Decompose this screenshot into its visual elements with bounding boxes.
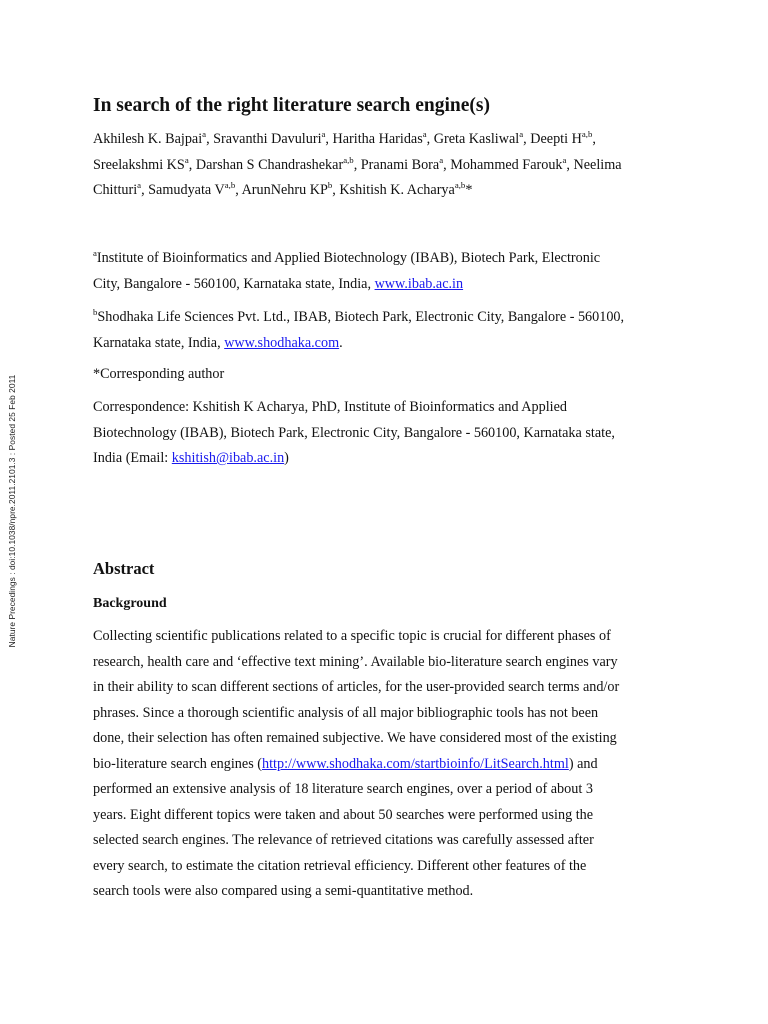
author-separator: , <box>206 131 214 147</box>
affiliation-text: Shodhaka Life Sciences Pvt. Ltd., IBAB, Biotech Park, Electronic City, Bangalore - 560100, <box>97 309 625 325</box>
author-line <box>93 178 693 204</box>
abstract-background-paragraph <box>93 624 693 905</box>
author-affiliation-mark: a <box>439 154 444 165</box>
author-name: Sreelakshmi KS <box>93 156 185 173</box>
side-stamp-text: Nature Precedings : doi:10.1038/npre.2011.2101.3 : Posted 25 Feb 2011 <box>7 374 17 648</box>
abstract-line: in their ability to scan different sections of articles, for the user-provided search terms and/or <box>93 679 620 695</box>
abstract-line <box>93 752 693 778</box>
author-separator: , <box>592 131 596 147</box>
affiliation-text: . <box>339 334 343 351</box>
correspondence-block <box>93 395 693 472</box>
author-line <box>93 127 693 153</box>
author-affiliation-mark: a <box>184 154 189 165</box>
author-separator: , <box>332 182 340 198</box>
author-separator: , <box>235 182 242 198</box>
affiliation-text: Institute of Bioinformatics and Applied Biotechnology (IBAB), Biotech Park, Electronic <box>96 250 601 266</box>
author-name: Akhilesh K. Bajpai <box>93 131 203 147</box>
abstract-line: research, health care and ‘effective text mining’. Available bio-literature search engines vary <box>93 653 618 670</box>
side-stamp <box>6 373 18 649</box>
abstract-text: bio-literature search engines ( <box>93 755 262 772</box>
background-heading: Background <box>93 596 167 611</box>
author-name: Deepti H <box>530 131 582 147</box>
corresponding-author-note <box>93 362 693 388</box>
correspondence-text: ) <box>284 450 289 466</box>
correspondence-line: Correspondence: Kshitish K Acharya, PhD, Institute of Bioinformatics and Applied <box>93 399 568 415</box>
author-separator: , <box>325 131 333 147</box>
author-affiliation-mark: a <box>137 180 142 190</box>
correspondence-line <box>93 446 693 472</box>
affiliation-mark: b <box>93 307 98 317</box>
author-name: Haritha Haridas <box>332 131 423 147</box>
abstract-text: ) and <box>568 755 598 772</box>
author-separator: , <box>523 131 531 147</box>
abstract-line: phrases. Since a thorough scientific analysis of all major bibliographic tools has not been <box>93 704 599 721</box>
correspondence-line: Biotechnology (IBAB), Biotech Park, Electronic City, Bangalore - 560100, Karnataka state, <box>93 424 615 441</box>
author-affiliation-mark: a <box>321 129 326 139</box>
affiliation-line <box>93 246 693 272</box>
affiliation-b <box>93 305 693 356</box>
author-name: Sravanthi Davuluri <box>213 131 322 147</box>
abstract-line: performed an extensive analysis of 18 literature search engines, over a period of about 3 <box>93 781 593 797</box>
author-separator: , <box>141 182 149 198</box>
author-separator: , <box>426 131 434 147</box>
email-link[interactable]: kshitish@ibab.ac.in <box>171 450 285 466</box>
affiliation-line <box>93 272 693 298</box>
affiliation-line <box>93 305 693 331</box>
author-separator: , <box>566 156 574 173</box>
author-name: Chitturi <box>93 182 138 198</box>
author-affiliation-mark: a <box>422 129 427 139</box>
author-name: Kshitish K. Acharya <box>339 182 455 198</box>
abstract-line: selected search engines. The relevance of retrieved citations was carefully assessed after <box>93 832 594 848</box>
author-line <box>93 153 693 179</box>
author-name: Greta Kasliwal <box>433 131 520 147</box>
author-name: Neelima <box>573 156 622 173</box>
corresponding-author-text: *Corresponding author <box>93 366 225 382</box>
author-name: Darshan S Chandrashekar <box>195 156 344 173</box>
author-separator: , <box>188 156 196 173</box>
author-affiliation-mark: a,b <box>343 154 354 165</box>
author-separator: , <box>353 156 361 173</box>
correspondence-text: India (Email: <box>93 450 172 466</box>
author-name: Pranami Bora <box>360 156 440 173</box>
affiliation-a <box>93 246 693 297</box>
litsearch-link[interactable]: http://www.shodhaka.com/startbioinfo/LitSearch.html <box>262 755 569 772</box>
author-affiliation-mark: a,b <box>581 129 593 139</box>
author-affiliation-mark: b <box>327 180 333 190</box>
author-separator: , <box>443 156 451 173</box>
shodhaka-website-link[interactable]: www.shodhaka.com <box>224 334 340 351</box>
author-separator: * <box>465 182 473 198</box>
abstract-heading: Abstract <box>93 559 155 578</box>
abstract-line: Collecting scientific publications related to a specific topic is crucial for different phases of <box>93 628 611 644</box>
affiliation-line <box>93 331 693 357</box>
author-name: ArunNehru KP <box>241 182 328 198</box>
author-affiliation-mark: a,b <box>224 180 236 190</box>
author-name: Mohammed Farouk <box>450 156 563 173</box>
author-list <box>93 127 693 204</box>
ibab-website-link[interactable]: www.ibab.ac.in <box>374 275 464 292</box>
abstract-line: search tools were also compared using a semi-quantitative method. <box>93 883 474 899</box>
author-affiliation-mark: a <box>519 129 524 139</box>
author-affiliation-mark: a <box>202 129 207 139</box>
author-name: Samudyata V <box>148 182 225 198</box>
abstract-line: done, their selection has often remained subjective. We have considered most of the existing <box>93 730 617 746</box>
abstract-line: years. Eight different topics were taken and about 50 searches were performed using the <box>93 806 594 823</box>
affiliation-text: Karnataka state, India, <box>93 334 225 351</box>
affiliation-text: City, Bangalore - 560100, Karnataka state, India, <box>93 275 375 292</box>
author-affiliation-mark: a,b <box>454 180 466 190</box>
paper-title: In search of the right literature search engine(s) <box>93 95 490 116</box>
author-affiliation-mark: a <box>562 154 567 165</box>
abstract-line: every search, to estimate the citation retrieval efficiency. Different other features of the <box>93 857 587 874</box>
affiliation-mark: a <box>93 248 97 258</box>
